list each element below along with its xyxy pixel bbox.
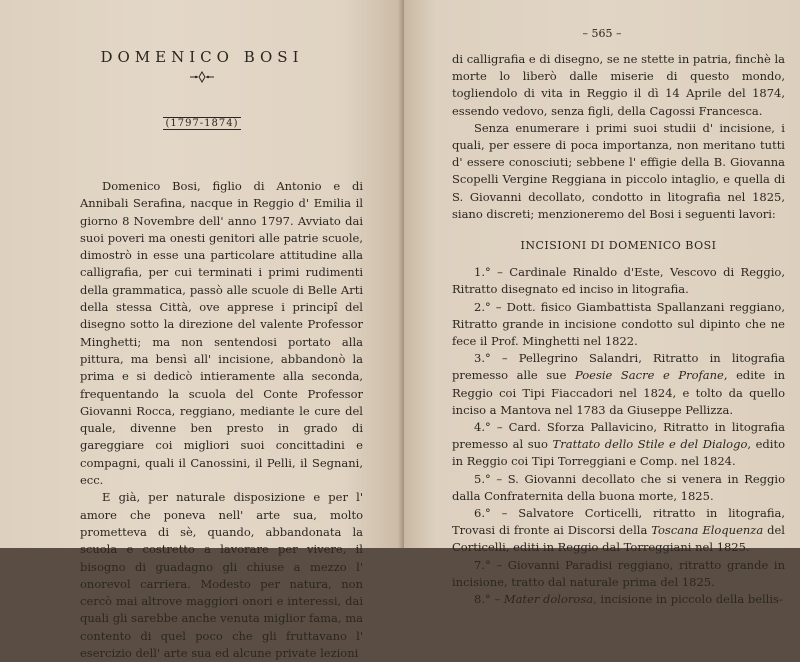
life-years: (1797-1874): [165, 118, 239, 129]
paragraph: E già, per naturale disposizione e per l' amore che poneva nell' arte sua, molto prometteva di sè, quando, abbandonata la scuola e costretto a lavorare per vivere, il bisogno di guadagno gli chiuse a mezzo l' onorevol carriera. Modesto per natura, non cercò mai altrove maggiori onori e interessi, dai quali gli sarebbe anche venuta miglior fama, ma contento di quel poco che gli fruttavano l' esercizio dell' arte sua ed alcune private lezioni: [80, 490, 363, 661]
list-item: 4.° – Card. Sforza Pallavicino, Ritratto in litografia premesso al suo Trattato dello Stile e del Dialogo, edito in Reggio coi Tipi Torreggiani e Comp. nel 1824.: [452, 420, 785, 469]
list-item: 3.° – Pellegrino Salandri, Ritratto in litografia premesso alle sue Poesie Sacre e Profane, edite in Reggio coi Tipi Fiaccadori nel 1824, e tolto da quello inciso a Mantova nel 1783 da Giuseppe Pellizza.: [452, 351, 786, 417]
list-item: 5.° – S. Giovanni decollato che si venera in Reggio dalla Confraternita della buona morte, 1825.: [452, 471, 785, 503]
works-text: [452, 51, 785, 608]
section-heading: INCISIONI DI DOMENICO BOSI: [520, 239, 717, 253]
list-item: 7.° – Giovanni Paradisi reggiano, ritratto grande in incisione, tratto dal naturale prima del 1825.: [452, 557, 785, 589]
list-item: 1.° – Cardinale Rinaldo d'Este, Vescovo di Reggio, Ritratto disegnato ed inciso in litografia.: [452, 265, 785, 297]
paragraph: di calligrafia e di disegno, se ne stette in patria, finchè la morte lo liberò dalle miserie di questo mondo, togliendolo di vita in Reggio il dì 14 Aprile del 1874, essendo vedovo, senza figli, della Cagossi Francesca.: [452, 52, 785, 118]
biography-text: [80, 178, 363, 662]
right-page: [404, 0, 800, 607]
list-item: 8.° – Mater dolorosa, incisione in piccolo della bellis-: [474, 592, 783, 607]
paragraph: Senza enumerare i primi suoi studii d' incisione, i quali, per essere di poca importanza, non meritano tutti d' essere conosciuti; sebbene l' effigie della B. Giovanna Scopelli Vergine Reggiana in piccolo intaglio, e quella di S. Giovanni decollato, condotto in litografia nel 1825, siano discreti; menzioneremo del Bosi i seguenti lavori:: [452, 120, 785, 221]
page-number: – 565 –: [582, 27, 622, 40]
page-title: DOMENICO BOSI: [100, 48, 304, 66]
ornament-divider-icon: [190, 70, 214, 84]
paragraph: Domenico Bosi, figlio di Antonio e di Annibali Serafina, nacque in Reggio d' Emilia il giorno 8 Novembre dell' anno 1797. Avviato dai suoi poveri ma onesti genitori alle patrie scuole, dimostrò in esse una particolare attitudine alla calligrafia, per cui terminati i primi rudimenti della grammatica, passò alle scuole di Belle Arti della stessa Città, ove apprese i principî del disegno sotto la direzione del valente Professor Minghetti; ma non sentendosi portato alla pittura, ma bensì all' incisione, abbandonò la prima e si dedicò intieramente alla seconda, frequentando la scuola del Conte Professor Giovanni Rocca, reggiano, mediante le cure del quale, divenne ben presto in grado di gareggiare coi migliori suoi concittadini e compagni, quali il Canossini, il Pelli, il Segnani, ecc.: [80, 179, 363, 488]
list-item: 6.° – Salvatore Corticelli, ritratto in litografia, Trovasi di fronte ai Discorsi della Toscana Eloquenza del Corticelli, editi in Reggio dal Torreggiani nel 1825.: [452, 506, 785, 555]
list-item: 2.° – Dott. fisico Giambattista Spallanzani reggiano, Ritratto grande in incisione condotto sul dipinto che ne fece il Prof. Minghetti nel 1822.: [452, 299, 785, 349]
